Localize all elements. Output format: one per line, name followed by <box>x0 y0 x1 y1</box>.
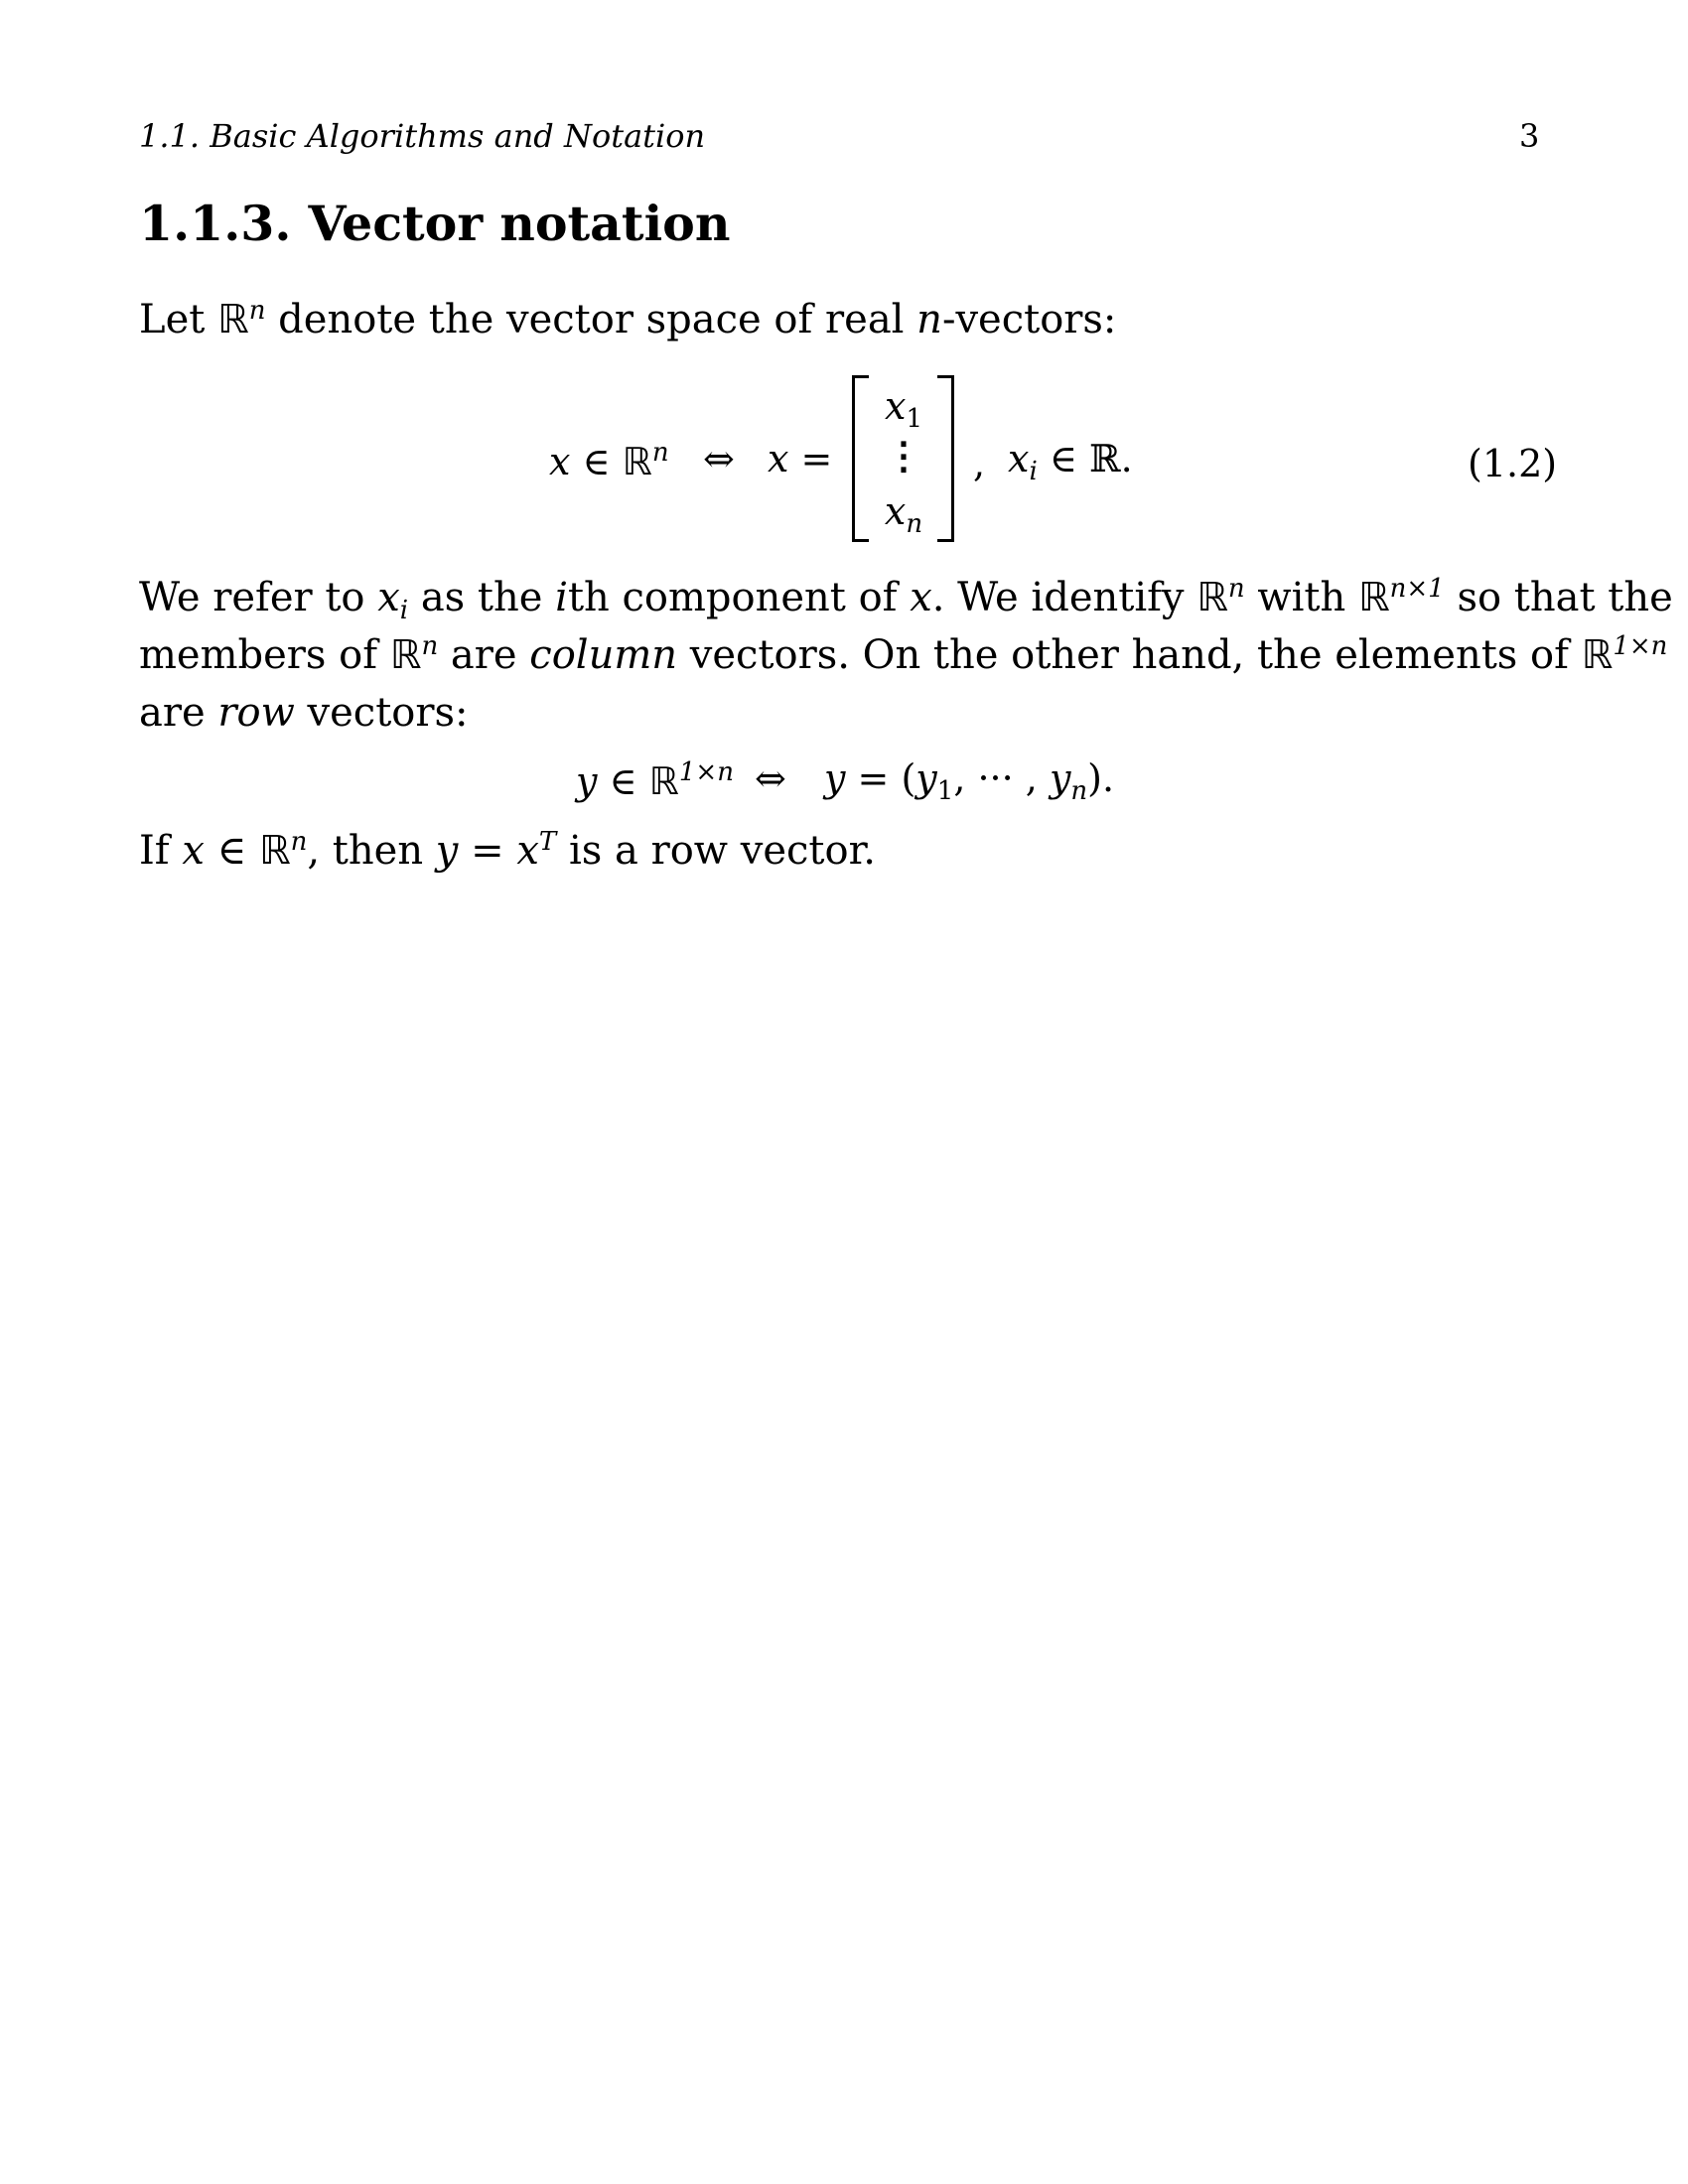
iff-symbol: ⇔ <box>755 756 786 800</box>
iff-symbol: ⇔ <box>703 437 735 480</box>
paragraph-intro <box>139 298 1116 340</box>
math-superscript: T <box>538 827 557 857</box>
equation-condition <box>1008 437 1133 486</box>
math-subscript: i <box>1029 457 1038 486</box>
math-subscript: i <box>399 596 409 625</box>
equation-number: (1.2) <box>1468 442 1558 485</box>
text: with <box>1244 575 1358 620</box>
math-superscript: n <box>1227 574 1245 604</box>
text: , then <box>307 828 436 874</box>
text: are <box>139 690 218 736</box>
math-symbol: , ··· , <box>953 756 1050 800</box>
math-variable: x <box>1008 437 1030 480</box>
text: vectors: <box>294 690 469 736</box>
text: so that the <box>1444 575 1673 620</box>
equation-lhs <box>549 438 669 483</box>
text: If <box>139 828 183 874</box>
math-symbol: ∈ <box>597 759 649 803</box>
equation-rhs <box>824 756 1115 806</box>
math-symbol: ∈ ℝ. <box>1037 437 1133 480</box>
section-title: 1.1.3. Vector notation <box>139 195 731 252</box>
math-symbol: ). <box>1087 756 1115 800</box>
math-superscript: n×1 <box>1389 574 1445 604</box>
equation-comma: , <box>973 442 986 485</box>
text: as the <box>408 575 556 620</box>
paragraph-line <box>139 576 1673 623</box>
vector-entry-last <box>868 489 939 539</box>
math-variable: n <box>916 297 942 342</box>
equation-x-equals: x = <box>768 437 833 480</box>
text: We refer to <box>139 575 378 620</box>
paragraph-line <box>139 631 1668 678</box>
text: Let <box>139 297 218 342</box>
left-bracket <box>852 375 869 542</box>
emphasis-column: column <box>529 632 678 678</box>
math-variable: x <box>182 828 205 874</box>
math-reals: ℝ <box>389 632 422 678</box>
math-superscript: 1×n <box>1613 631 1668 661</box>
math-symbol: ∈ <box>570 440 623 483</box>
math-reals: ℝ <box>622 440 652 483</box>
text: is a row vector. <box>556 828 877 874</box>
math-reals: ℝ <box>648 759 679 803</box>
text: . We identify <box>931 575 1197 620</box>
math-reals: ℝ <box>1196 575 1228 620</box>
math-variable: x <box>549 440 571 483</box>
math-subscript: n <box>906 509 923 539</box>
page-number: 3 <box>1519 117 1540 155</box>
vector-entry-first <box>868 384 939 434</box>
text: members of <box>139 632 390 678</box>
paragraph-conclusion <box>139 827 877 874</box>
math-variable: y <box>915 756 937 800</box>
math-subscript: 1 <box>936 776 954 806</box>
math-superscript: 1×n <box>678 757 734 787</box>
equation-lhs <box>576 757 734 803</box>
math-variable: y <box>435 828 459 874</box>
running-header-title: 1.1. Basic Algorithms and Notation <box>139 117 706 155</box>
math-variable: x <box>885 384 907 428</box>
right-bracket <box>937 375 954 542</box>
math-variable: x <box>516 828 539 874</box>
text: th component of <box>567 575 911 620</box>
math-variable: y <box>824 756 846 800</box>
math-subscript: 1 <box>906 404 922 434</box>
vector-entry-vdots: ⋮ <box>885 433 922 478</box>
math-symbol: ∈ <box>204 828 259 874</box>
math-superscript: n <box>651 438 669 468</box>
math-symbol: = <box>458 828 517 874</box>
math-variable: i <box>555 575 568 620</box>
math-subscript: n <box>1070 776 1088 806</box>
text: are <box>438 632 530 678</box>
math-symbol: = ( <box>845 756 916 800</box>
math-reals: ℝ <box>258 828 291 874</box>
text: denote the vector space of real <box>265 297 917 342</box>
math-variable: y <box>1049 756 1071 800</box>
math-superscript: n <box>248 296 266 326</box>
math-reals: ℝ <box>1357 575 1390 620</box>
text: vectors. On the other hand, the elements of <box>677 632 1582 678</box>
math-variable: x <box>884 489 907 533</box>
text: -vectors: <box>941 297 1117 342</box>
math-reals: ℝ <box>217 297 249 342</box>
emphasis-row: row <box>217 690 295 736</box>
math-variable: y <box>576 759 598 803</box>
math-reals: ℝ <box>1581 632 1614 678</box>
math-superscript: n <box>290 827 308 857</box>
math-superscript: n <box>421 631 439 661</box>
math-variable: x <box>377 575 400 620</box>
paragraph-line <box>139 690 469 736</box>
math-variable: x <box>910 575 932 620</box>
